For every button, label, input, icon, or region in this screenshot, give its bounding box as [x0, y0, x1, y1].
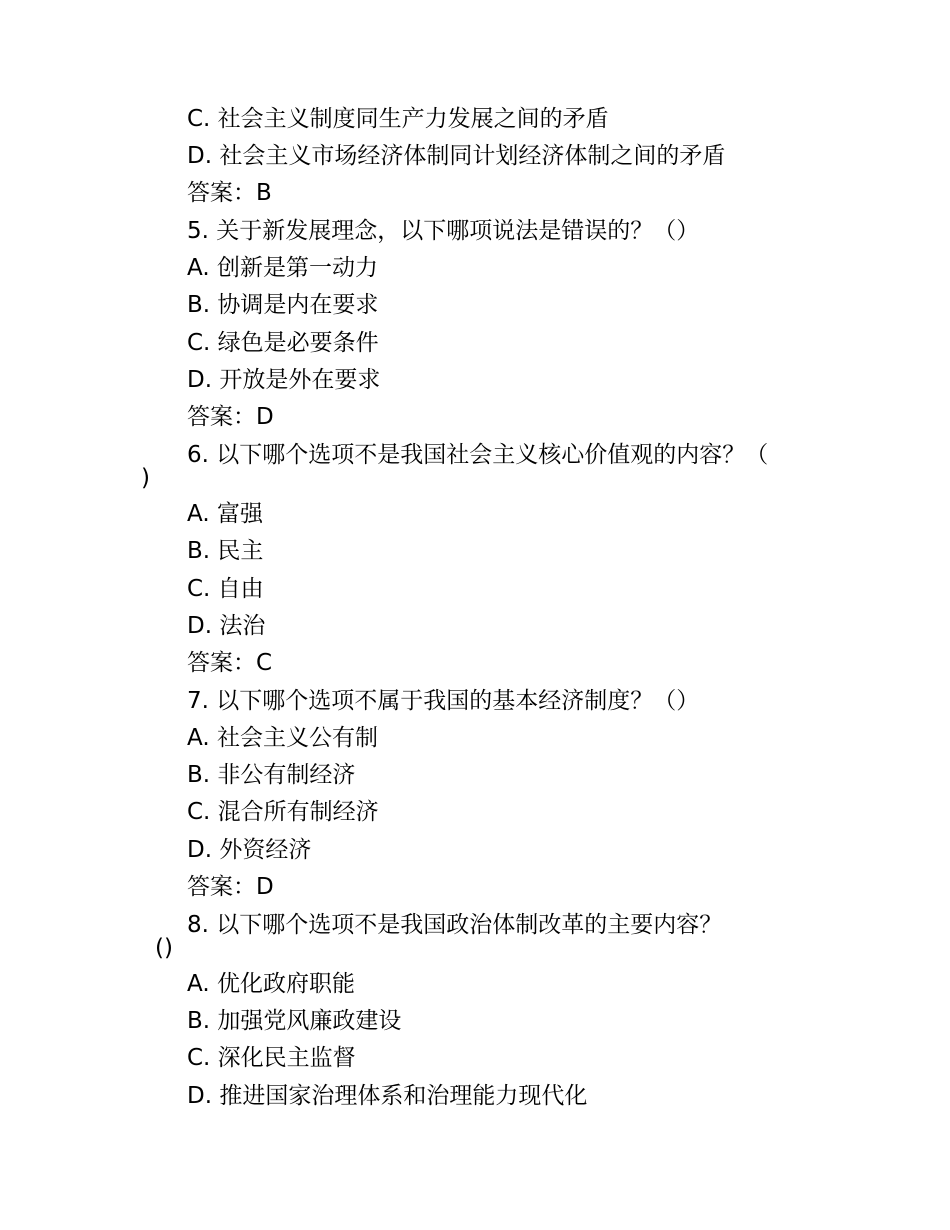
question-line: 6. 以下哪个选项不是我国社会主义核心价值观的内容？（ — [187, 442, 769, 468]
option-line: D. 社会主义市场经济体制同计划经济体制之间的矛盾 — [187, 143, 726, 169]
option-line: A. 优化政府职能 — [187, 971, 355, 997]
option-line: C. 绿色是必要条件 — [187, 330, 379, 356]
question-line: 8. 以下哪个选项不是我国政治体制改革的主要内容？ — [187, 912, 723, 938]
answer-line: 答案：B — [187, 180, 272, 206]
option-line: D. 法治 — [187, 613, 266, 639]
option-line: A. 富强 — [187, 501, 263, 527]
option-line: B. 民主 — [187, 538, 264, 564]
question-line: 7. 以下哪个选项不属于我国的基本经济制度？（） — [187, 688, 700, 714]
option-line: D. 开放是外在要求 — [187, 367, 381, 393]
question-wrap-tail: () — [155, 935, 173, 961]
option-line: C. 自由 — [187, 576, 264, 602]
option-line: C. 混合所有制经济 — [187, 799, 379, 825]
option-line: C. 深化民主监督 — [187, 1045, 356, 1071]
answer-line: 答案：D — [187, 874, 274, 900]
option-line: A. 社会主义公有制 — [187, 725, 378, 751]
option-line: C. 社会主义制度同生产力发展之间的矛盾 — [187, 106, 609, 132]
option-line: D. 推进国家治理体系和治理能力现代化 — [187, 1083, 588, 1109]
option-line: B. 非公有制经济 — [187, 762, 356, 788]
question-line: 5. 关于新发展理念，以下哪项说法是错误的？（） — [187, 218, 700, 244]
option-line: D. 外资经济 — [187, 837, 312, 863]
answer-line: 答案：C — [187, 650, 273, 676]
option-line: B. 加强党风廉政建设 — [187, 1008, 402, 1034]
answer-line: 答案：D — [187, 404, 274, 430]
question-wrap-tail: ) — [141, 465, 150, 491]
option-line: B. 协调是内在要求 — [187, 292, 379, 318]
option-line: A. 创新是第一动力 — [187, 255, 378, 281]
